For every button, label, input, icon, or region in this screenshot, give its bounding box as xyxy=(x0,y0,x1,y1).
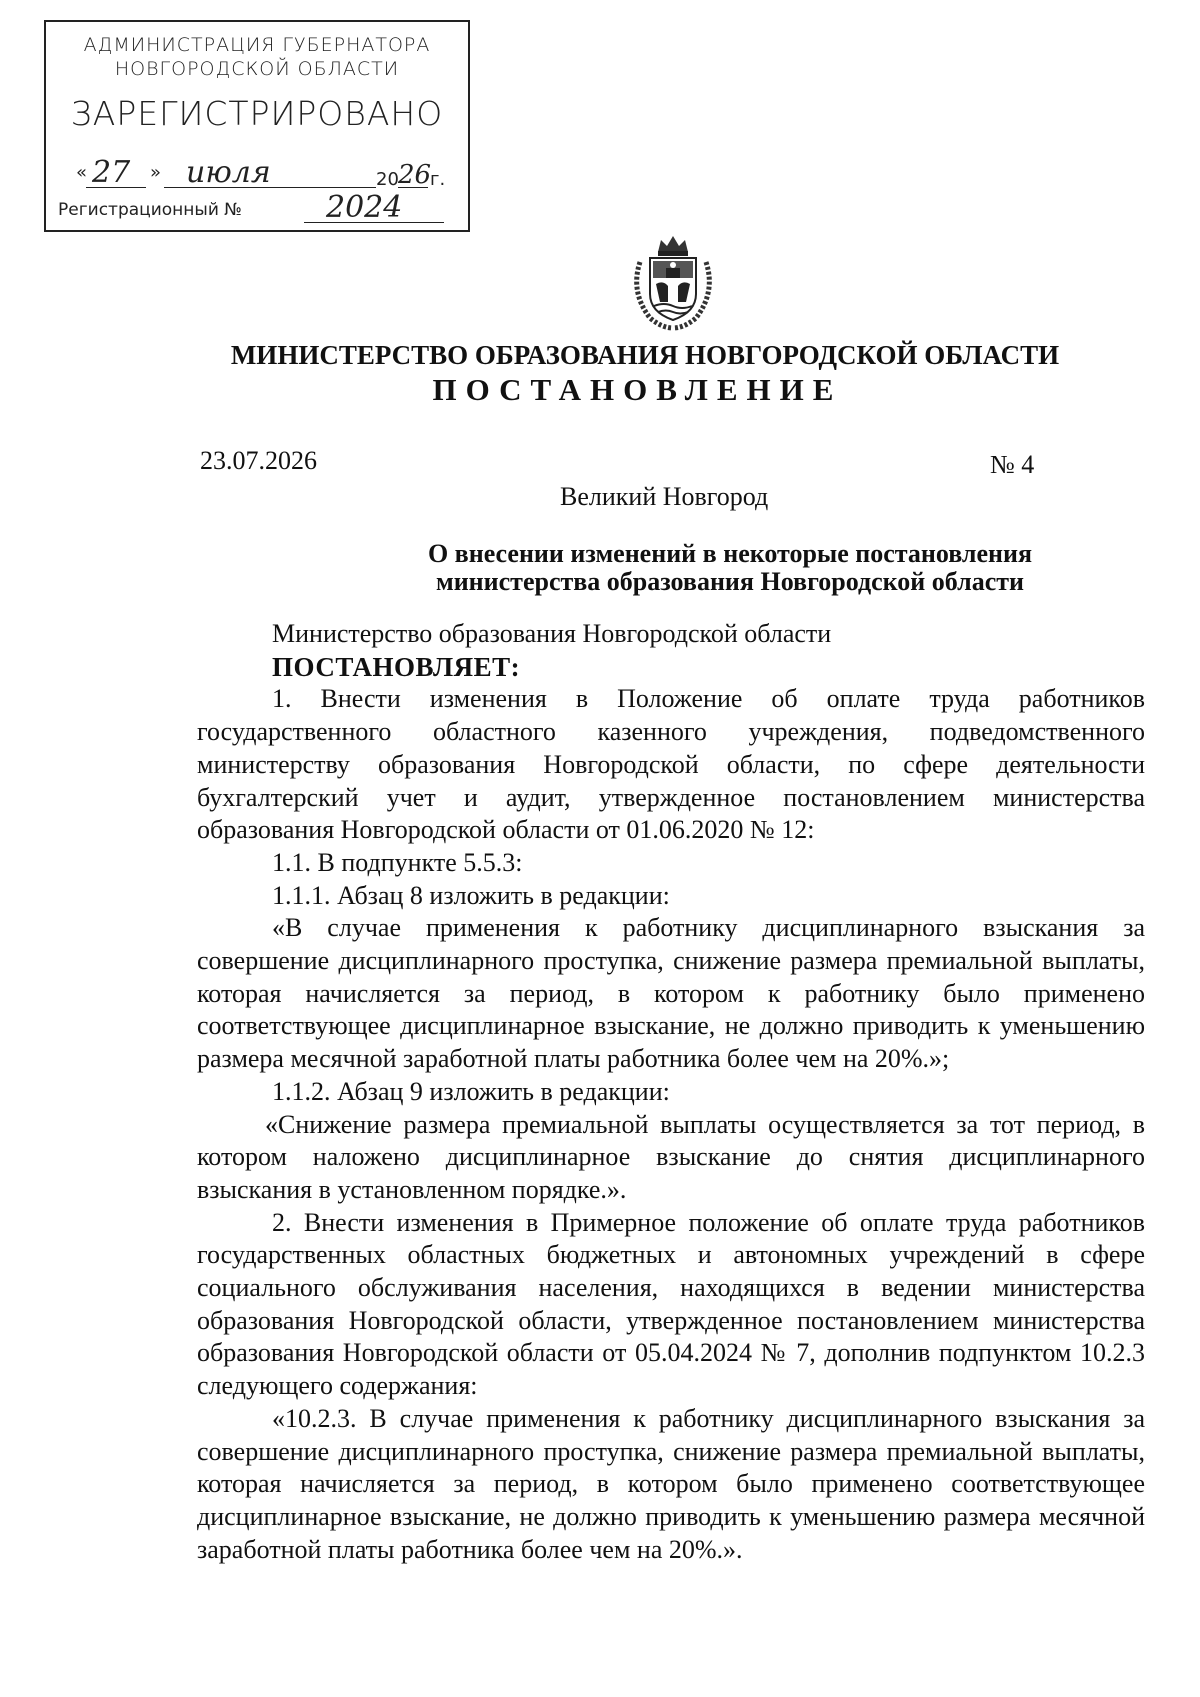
novgorod-coat-of-arms-icon xyxy=(628,232,718,332)
stamp-org-line1: АДМИНИСТРАЦИЯ ГУБЕРНАТОРА xyxy=(83,34,431,56)
quote-2: «Снижение размера премиальной выплаты осуществляется за тот период, в котором наложено дисциплинарное взыскание до снятия дисциплинарного взыскания в установленном порядке.». xyxy=(197,1109,1145,1204)
stamp-reg-number: 2024 xyxy=(326,190,403,225)
paragraph-1-1-2: 1.1.2. Абзац 9 изложить в редакции: xyxy=(272,1076,670,1106)
document-date: 23.07.2026 xyxy=(200,446,317,475)
registration-stamp xyxy=(44,20,470,232)
ministry-title: МИНИСТЕРСТВО ОБРАЗОВАНИЯ НОВГОРОДСКОЙ ОБЛАСТИ xyxy=(230,340,1060,370)
stamp-year-prefix: 20 xyxy=(376,169,399,190)
stamp-day: 27 xyxy=(92,155,131,190)
paragraph-1-1: 1.1. В подпункте 5.5.3: xyxy=(272,847,523,877)
stamp-year-mark: г. xyxy=(430,169,446,190)
decree-word: ПОСТАНОВЛЯЕТ: xyxy=(272,651,521,682)
document-subject xyxy=(330,540,1130,596)
stamp-year-suffix: 26 xyxy=(398,160,432,190)
subject-line1: О внесении изменений в некоторые постановления xyxy=(427,539,1033,568)
document-city: Великий Новгород xyxy=(560,482,769,511)
paragraph-2: 2. Внести изменения в Примерное положение об оплате труда работников государственных областных бюджетных и автономных учреждений в сфере социального обслуживания населения, находящихся в ведении министерства образования Новгородской области, утвержденное постановлением министерства образования Новгородской области от 05.04.2024 № 7, дополнив подпунктом 10.2.3 следующего содержания: xyxy=(197,1207,1145,1401)
quote-1: «В случае применения к работнику дисциплинарного взыскания за совершение дисциплинарного проступка, снижение размера премиальной выплаты, которая начисляется за период, в котором к работнику было применено соответствующее дисциплинарное взыскание, не должно приводить к уменьшению размера месячной заработной платы работника более чем на 20%.»; xyxy=(197,913,1145,1074)
paragraph-1: 1. Внести изменения в Положение об оплате труда работников государственного областного казенного учреждения, подведомственного министерству образования Новгородской области, по сфере деятельности бухгалтерский учет и аудит, утвержденное постановлением министерства образования Новгородской области от 01.06.2020 № 12: xyxy=(197,684,1145,845)
subject-line2: министерства образования Новгородской области xyxy=(435,567,1025,596)
document-body xyxy=(197,618,1145,1566)
quote-3: «10.2.3. В случае применения к работнику дисциплинарного взыскания за совершение дисциплинарного проступка, снижение размера премиальной выплаты, которая начисляется за период, в котором было применено соответствующее дисциплинарное взыскание, не должно приводить к уменьшению размера месячной заработной платы работника более чем на 20%.». xyxy=(197,1403,1145,1564)
intro-paragraph: Министерство образования Новгородской области xyxy=(272,619,832,648)
stamp-org-line2: НОВГОРОДСКОЙ ОБЛАСТИ xyxy=(114,58,400,80)
stamp-month: июля xyxy=(186,155,271,190)
document-number: № 4 xyxy=(990,450,1035,479)
document-type: ПОСТАНОВЛЕНИЕ xyxy=(432,372,843,407)
stamp-reg-label: Регистрационный № xyxy=(58,200,242,220)
paragraph-1-1-1: 1.1.1. Абзац 8 изложить в редакции: xyxy=(272,880,670,910)
stamp-date-line: « 27 » июля 20 26 г. xyxy=(76,155,446,190)
stamp-registered-label: ЗАРЕГИСТРИРОВАНО xyxy=(70,94,444,133)
